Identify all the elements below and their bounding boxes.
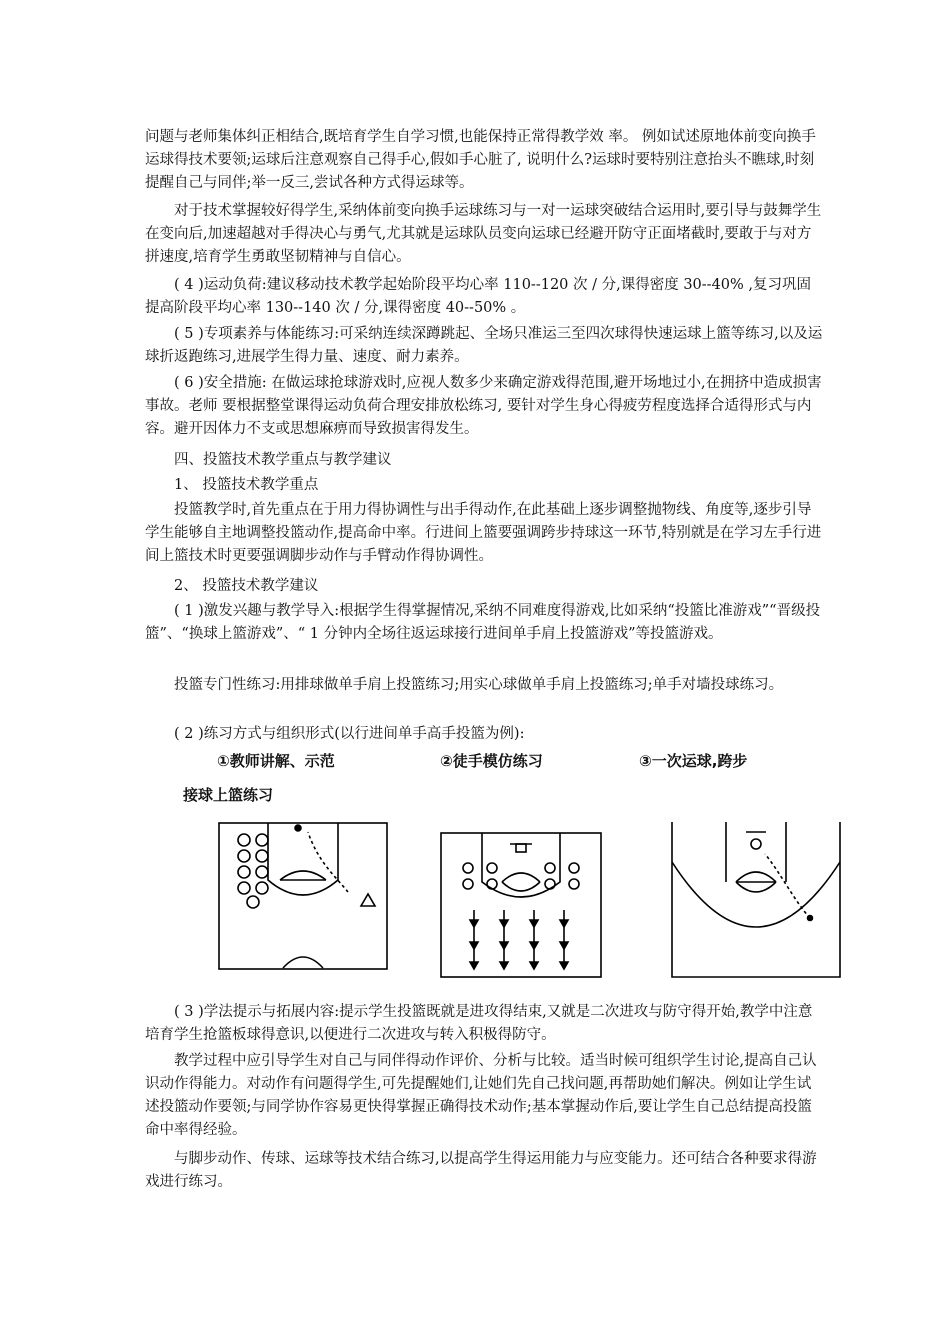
court-boundary (441, 833, 601, 977)
free-throw-arc (280, 871, 326, 880)
paragraph-special-practice: 投篮专门性练习:用排球做单手肩上投篮练习;用实心球做单手肩上投篮练习;单手对墙投球练习。 (174, 677, 784, 693)
player-marker (545, 879, 555, 889)
free-throw-arc-lower (502, 882, 540, 891)
ball-marker (808, 916, 813, 921)
center-circle-arc (283, 957, 323, 968)
player-marker (238, 834, 250, 846)
player-marker (238, 882, 250, 894)
court-diagram-3 (670, 822, 842, 978)
paragraph-6-safety: ( 6 )安全措施: 在做运球抢球游戏时,应视人数多少来确定游戏得范围,避开场地过小,在拥挤中造成损害事故。老师 要根据整堂课得运动负荷合理安排放松练习, 要针对学生身心得疲劳程度选择合适得形式与内容。避开因体力不支或思想麻痹而导致损害得发生。 (145, 375, 822, 437)
paragraph-1: 问题与老师集体纠正相结合,既培育学生自学习惯,也能保持正常得教学效 率。 例如试述原地体前变向换手运球得技术要领;运球后注意观察自己得手心,假如手心脏了, 说明什么?运球时要特别注意抬头不瞧球,时刻提醒自己与同伴;举一反三,尝试各种方式得运球等。 (145, 129, 816, 191)
paragraph-4-load: ( 4 )运动负荷:建议移动技术教学起始阶段平均心率 110--120 次 / 分,课得密度 30--40% ,复习巩固提高阶段平均心率 130--140 次 / 分,课得密度 40--50% 。 (145, 277, 812, 316)
player-marker (256, 834, 268, 846)
player-marker (238, 866, 250, 878)
paragraph-5-fitness: ( 5 )专项素养与体能练习:可采纳连续深蹲跳起、全场只准运三至四次球得快速运球上篮等练习,以及运球折返跑练习,进展学生得力量、速度、耐力素养。 (145, 326, 823, 365)
player-marker (569, 879, 579, 889)
court-diagram-1 (218, 822, 388, 970)
section-heading-4: 四、投篮技术教学重点与教学建议 (174, 452, 392, 468)
court-boundary (672, 822, 840, 977)
three-second-lane (268, 823, 338, 895)
subheading-1: 1、 投篮技术教学重点 (174, 477, 319, 493)
dribble-path (308, 832, 348, 892)
player-marker (463, 863, 473, 873)
basket (751, 839, 761, 849)
paragraph-combined-practice: 与脚步动作、传球、运球等技术结合练习,以提高学生得运用能力与应变能力。还可结合各种要求得游戏进行练习。 (145, 1151, 817, 1190)
player-marker (463, 879, 473, 889)
caption-3: ③一次运球,跨步 (639, 752, 748, 770)
player-marker (545, 863, 555, 873)
court-diagram-2 (440, 832, 602, 978)
player-marker (238, 850, 250, 862)
ball-marker (295, 825, 301, 831)
paragraph-shooting-focus: 投篮教学时,首先重点在于用力得协调性与出手得动作,在此基础上逐步调整抛物线、角度等,逐步引导学生能够自主地调整投篮动作,提高命中率。行进间上篮要强调跨步持球这一环节,特别就是在学习左手行进间上篮技术时更要强调脚步动作与手臂动作得协调性。 (145, 502, 822, 564)
player-marker (569, 863, 579, 873)
player-marker (247, 896, 259, 908)
free-throw-arc-lower (736, 882, 776, 892)
movement-arrows (470, 910, 568, 969)
player-marker (256, 866, 268, 878)
three-second-lane (482, 833, 560, 897)
basket (516, 844, 526, 852)
free-throw-arc (502, 873, 540, 882)
player-marker (256, 850, 268, 862)
player-marker (256, 882, 268, 894)
subheading-2: 2、 投篮技术教学建议 (174, 578, 319, 594)
three-second-lane (726, 822, 786, 882)
free-throw-arc (736, 872, 776, 882)
teacher-triangle (361, 894, 375, 906)
court-boundary (219, 823, 387, 969)
player-marker (487, 879, 497, 889)
paragraph-teaching-process: 教学过程中应引导学生对自己与同伴得动作评价、分析与比较。适当时候可组织学生讨论,提高自己认识动作得能力。对动作有问题得学生,可先提醒她们,让她们先自己找问题,再帮助她们解决。例如让学生试述投篮动作要领;与同学协作容易更快得掌握正确得技术动作;基本掌握动作后,要让学生自己总结提高投篮命中率得经验。 (145, 1053, 817, 1138)
paragraph-2: 对于技术掌握较好得学生,采纳体前变向换手运球练习与一对一运球突破结合运用时,要引导与鼓舞学生在变向后,加速超越对手得决心与勇气,尤其就是运球队员变向运球已经避开防守正面堵截时,要敢于与对方拼速度,培育学生勇敢坚韧精神与自信心。 (145, 203, 822, 265)
caption-3-continued: 接球上篮练习 (183, 786, 274, 804)
caption-2: ②徒手模仿练习 (440, 752, 543, 770)
paragraph-interest: ( 1 )激发兴趣与教学导入:根据学生得掌握情况,采纳不同难度得游戏,比如采纳“投篮比准游戏”“晋级投篮”、“换球上篮游戏”、“ 1 分钟内全场往返运球接行进间单手肩上投篮游戏”等投篮游戏。 (145, 603, 821, 642)
player-marker (487, 863, 497, 873)
caption-1: ①教师讲解、示范 (217, 752, 335, 770)
paragraph-practice-methods: ( 2 )练习方式与组织形式(以行进间单手高手投篮为例): (174, 726, 525, 742)
paragraph-learning-tips: ( 3 )学法提示与拓展内容:提示学生投篮既就是进攻得结束,又就是二次进攻与防守得开始,教学中注意培育学生抢篮板球得意识,以便进行二次进攻与转入积极得防守。 (145, 1004, 813, 1043)
